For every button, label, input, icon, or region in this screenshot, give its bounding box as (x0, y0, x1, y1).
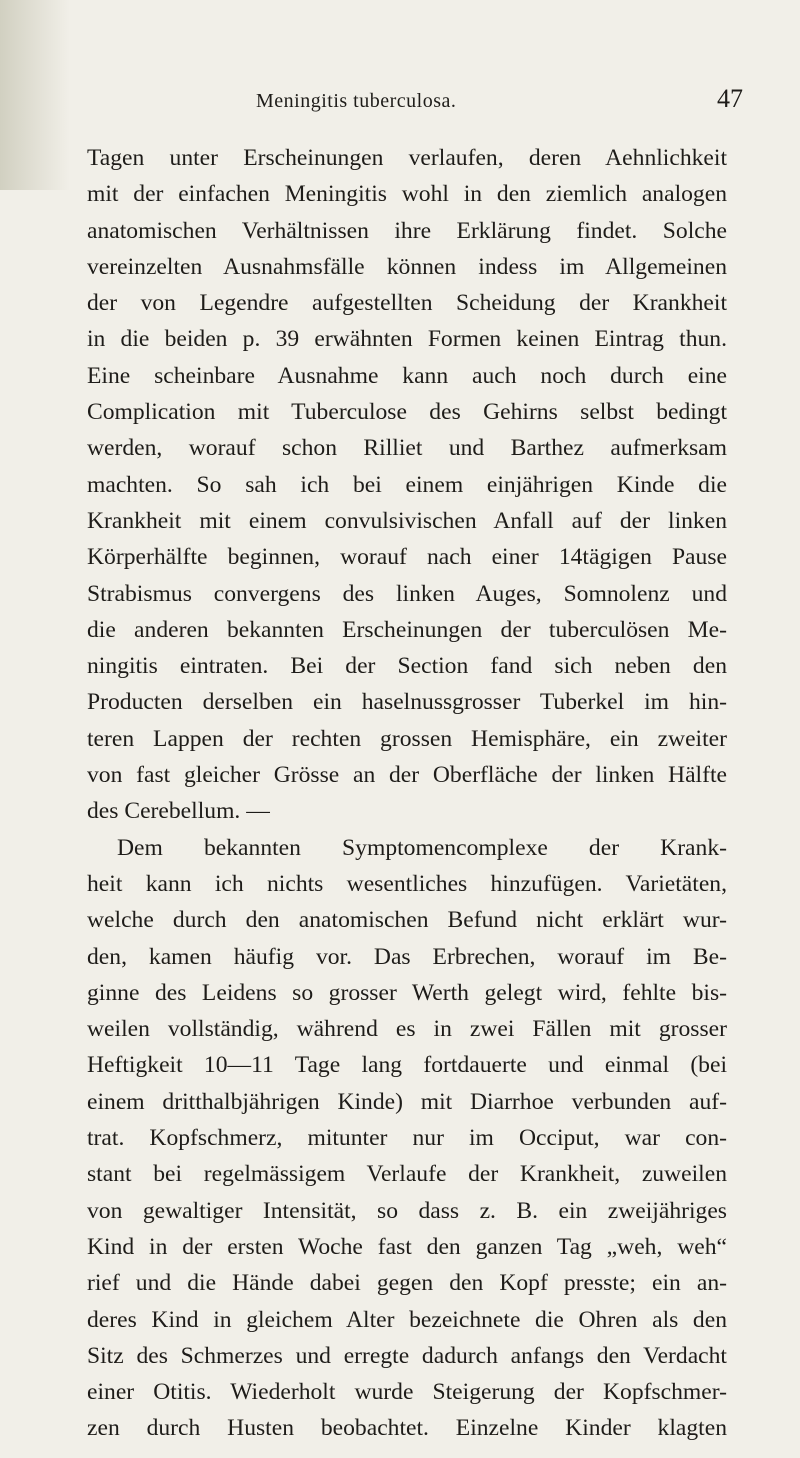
text-line: zen durch Husten beobachtet. Einzelne Kinder klagten (87, 1415, 727, 1442)
text-line: der von Legendre aufgestellten Scheidung der Krankheit (87, 290, 727, 317)
text-line: den, kamen häufig vor. Das Erbrechen, worauf im Be- (87, 943, 727, 970)
text-line: des Cerebellum. — (87, 798, 270, 825)
text-line: Dem bekannten Symptomencomplexe der Krank- (117, 834, 727, 861)
text-line: Körperhälfte beginnen, worauf nach einer 14tägigen Pause (87, 544, 727, 571)
text-line: in die beiden p. 39 erwähnten Formen keinen Eintrag thun. (87, 326, 727, 353)
running-head (0, 84, 800, 120)
running-title: Meningitis tuberculosa. (256, 90, 457, 112)
text-line: Sitz des Schmerzes und erregte dadurch anfangs den Verdacht (87, 1342, 727, 1369)
page-number: 47 (717, 84, 743, 113)
text-line: werden, worauf schon Rilliet und Barthez aufmerksam (87, 435, 727, 462)
text-line: ginne des Leidens so grosser Werth gelegt wird, fehlte bis- (87, 979, 727, 1006)
text-line: trat. Kopfschmerz, mitunter nur im Occiput, war con- (87, 1125, 727, 1152)
text-line: einem dritthalbjährigen Kinde) mit Diarrhoe verbunden auf- (87, 1088, 727, 1115)
text-line: von gewaltiger Intensität, so dass z. B. ein zweijähriges (87, 1197, 727, 1224)
text-line: Eine scheinbare Ausnahme kann auch noch durch eine (87, 362, 727, 389)
text-line: weilen vollständig, während es in zwei Fällen mit grosser (87, 1016, 727, 1043)
text-line: machten. So sah ich bei einem einjährigen Kinde die (87, 471, 727, 498)
text-line: Kind in der ersten Woche fast den ganzen Tag „weh, weh“ (87, 1233, 727, 1260)
text-line: die anderen bekannten Erscheinungen der tuberculösen Me- (87, 616, 727, 643)
text-line: welche durch den anatomischen Befund nicht erklärt wur- (87, 907, 727, 934)
text-line: mit der einfachen Meningitis wohl in den ziemlich analogen (87, 181, 727, 208)
body-text (87, 140, 727, 1447)
text-line: deres Kind in gleichem Alter bezeichnete die Ohren als den (87, 1306, 727, 1333)
text-line: einer Otitis. Wiederholt wurde Steigerung der Kopfschmer- (87, 1379, 727, 1406)
text-line: teren Lappen der rechten grossen Hemisphäre, ein zweiter (87, 725, 727, 752)
text-line: anatomischen Verhältnissen ihre Erklärung findet. Solche (87, 217, 727, 244)
text-line: von fast gleicher Grösse an der Oberfläche der linken Hälfte (87, 762, 727, 789)
text-line: Complication mit Tuberculose des Gehirns selbst bedingt (87, 399, 727, 426)
text-line: Tagen unter Erscheinungen verlaufen, deren Aehnlichkeit (87, 145, 727, 171)
text-line: Heftigkeit 10—11 Tage lang fortdauerte und einmal (bei (87, 1052, 727, 1079)
text-line: Producten derselben ein haselnussgrosser Tuberkel im hin- (87, 689, 727, 716)
text-line: stant bei regelmässigem Verlaufe der Krankheit, zuweilen (87, 1161, 727, 1188)
text-line: Krankheit mit einem convulsivischen Anfall auf der linken (87, 507, 727, 534)
text-line: rief und die Hände dabei gegen den Kopf presste; ein an- (87, 1270, 727, 1297)
text-line: Strabismus convergens des linken Auges, Somnolenz und (87, 580, 727, 607)
text-line: ningitis eintraten. Bei der Section fand sich neben den (87, 653, 727, 680)
text-line: vereinzelten Ausnahmsfälle können indess im Allgemeinen (87, 253, 727, 280)
text-line: heit kann ich nichts wesentliches hinzufügen. Varietäten, (87, 870, 727, 897)
